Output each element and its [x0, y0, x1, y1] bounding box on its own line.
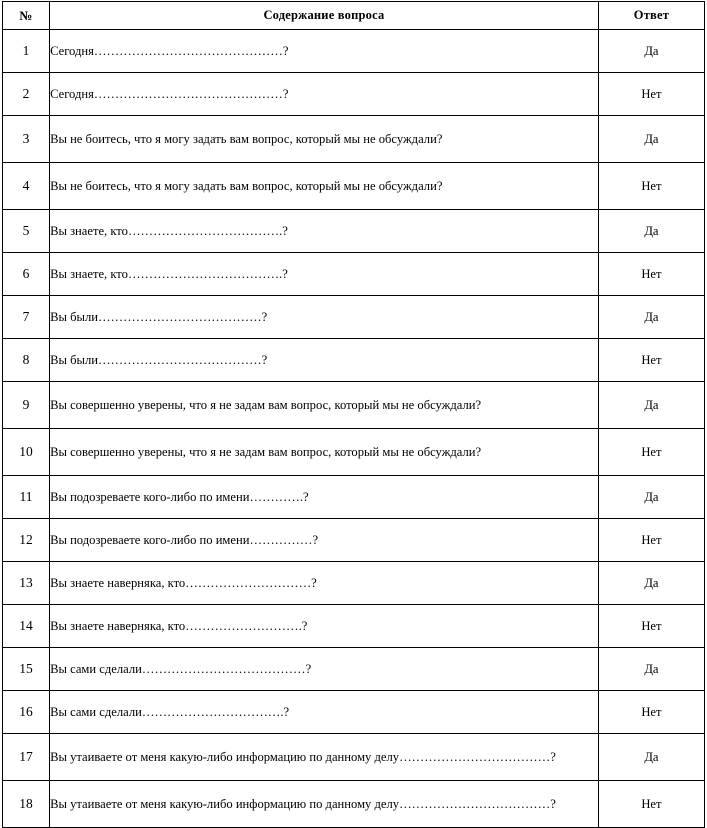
row-number: 12: [3, 519, 50, 562]
table-row: [3, 605, 705, 648]
row-answer: Да: [598, 382, 704, 429]
row-number: 17: [3, 734, 50, 781]
table-row: [3, 210, 705, 253]
table-row: [3, 163, 705, 210]
row-number: 7: [3, 296, 50, 339]
row-number: 5: [3, 210, 50, 253]
row-question: Вы были…………………………………?: [50, 339, 599, 382]
row-answer: Да: [598, 648, 704, 691]
row-question: Сегодня………………………………………?: [50, 73, 599, 116]
table-row: [3, 519, 705, 562]
row-number: 10: [3, 429, 50, 476]
row-number: 6: [3, 253, 50, 296]
table-row: [3, 30, 705, 73]
row-question: Вы знаете, кто……………………………….?: [50, 253, 599, 296]
row-answer: Да: [598, 734, 704, 781]
row-answer: Нет: [598, 73, 704, 116]
row-answer: Нет: [598, 163, 704, 210]
column-header-answer: Ответ: [598, 2, 704, 30]
row-answer: Да: [598, 210, 704, 253]
row-question: Вы сами сделали…………………………………?: [50, 648, 599, 691]
row-number: 8: [3, 339, 50, 382]
row-question: Вы не боитесь, что я могу задать вам вопрос, который мы не обсуждали?: [50, 163, 599, 210]
row-answer: Да: [598, 476, 704, 519]
row-answer: Нет: [598, 429, 704, 476]
row-question: Вы совершенно уверены, что я не задам вам вопрос, который мы не обсуждали?: [50, 429, 599, 476]
table-row: [3, 648, 705, 691]
row-question: Сегодня………………………………………?: [50, 30, 599, 73]
table-row: [3, 382, 705, 429]
row-answer: Да: [598, 116, 704, 163]
table-row: [3, 296, 705, 339]
table-row: [3, 116, 705, 163]
row-answer: Нет: [598, 339, 704, 382]
row-answer: Нет: [598, 253, 704, 296]
table-row: [3, 734, 705, 781]
questions-table: [2, 1, 705, 828]
row-question: Вы подозреваете кого-либо по имени………….?: [50, 476, 599, 519]
table-row: [3, 429, 705, 476]
row-question: Вы были…………………………………?: [50, 296, 599, 339]
row-number: 4: [3, 163, 50, 210]
row-answer: Да: [598, 562, 704, 605]
row-number: 1: [3, 30, 50, 73]
row-question: Вы совершенно уверены, что я не задам вам вопрос, который мы не обсуждали?: [50, 382, 599, 429]
column-header-question: Содержание вопроса: [50, 2, 599, 30]
table-row: [3, 562, 705, 605]
table-row: [3, 781, 705, 828]
table-row: [3, 253, 705, 296]
row-number: 16: [3, 691, 50, 734]
row-number: 3: [3, 116, 50, 163]
table-header-row: [3, 2, 705, 30]
table-body: [3, 30, 705, 828]
row-answer: Нет: [598, 605, 704, 648]
row-answer: Нет: [598, 691, 704, 734]
row-question: Вы утаиваете от меня какую-либо информацию по данному делу………………………………?: [50, 781, 599, 828]
row-number: 18: [3, 781, 50, 828]
table-row: [3, 691, 705, 734]
column-header-number: №: [3, 2, 50, 30]
row-number: 2: [3, 73, 50, 116]
row-number: 13: [3, 562, 50, 605]
row-question: Вы знаете наверняка, кто…………………………?: [50, 562, 599, 605]
row-question: Вы знаете наверняка, кто……………………….?: [50, 605, 599, 648]
document-page: [0, 1, 707, 811]
row-question: Вы сами сделали…………………………….?: [50, 691, 599, 734]
row-answer: Нет: [598, 519, 704, 562]
row-question: Вы утаиваете от меня какую-либо информацию по данному делу………………………………?: [50, 734, 599, 781]
row-number: 14: [3, 605, 50, 648]
table-row: [3, 339, 705, 382]
row-answer: Да: [598, 296, 704, 339]
row-question: Вы подозреваете кого-либо по имени……………?: [50, 519, 599, 562]
table-header: [3, 2, 705, 30]
row-number: 11: [3, 476, 50, 519]
table-row: [3, 476, 705, 519]
row-number: 15: [3, 648, 50, 691]
table-row: [3, 73, 705, 116]
row-question: Вы не боитесь, что я могу задать вам вопрос, который мы не обсуждали?: [50, 116, 599, 163]
row-question: Вы знаете, кто……………………………….?: [50, 210, 599, 253]
row-answer: Да: [598, 30, 704, 73]
row-number: 9: [3, 382, 50, 429]
row-answer: Нет: [598, 781, 704, 828]
